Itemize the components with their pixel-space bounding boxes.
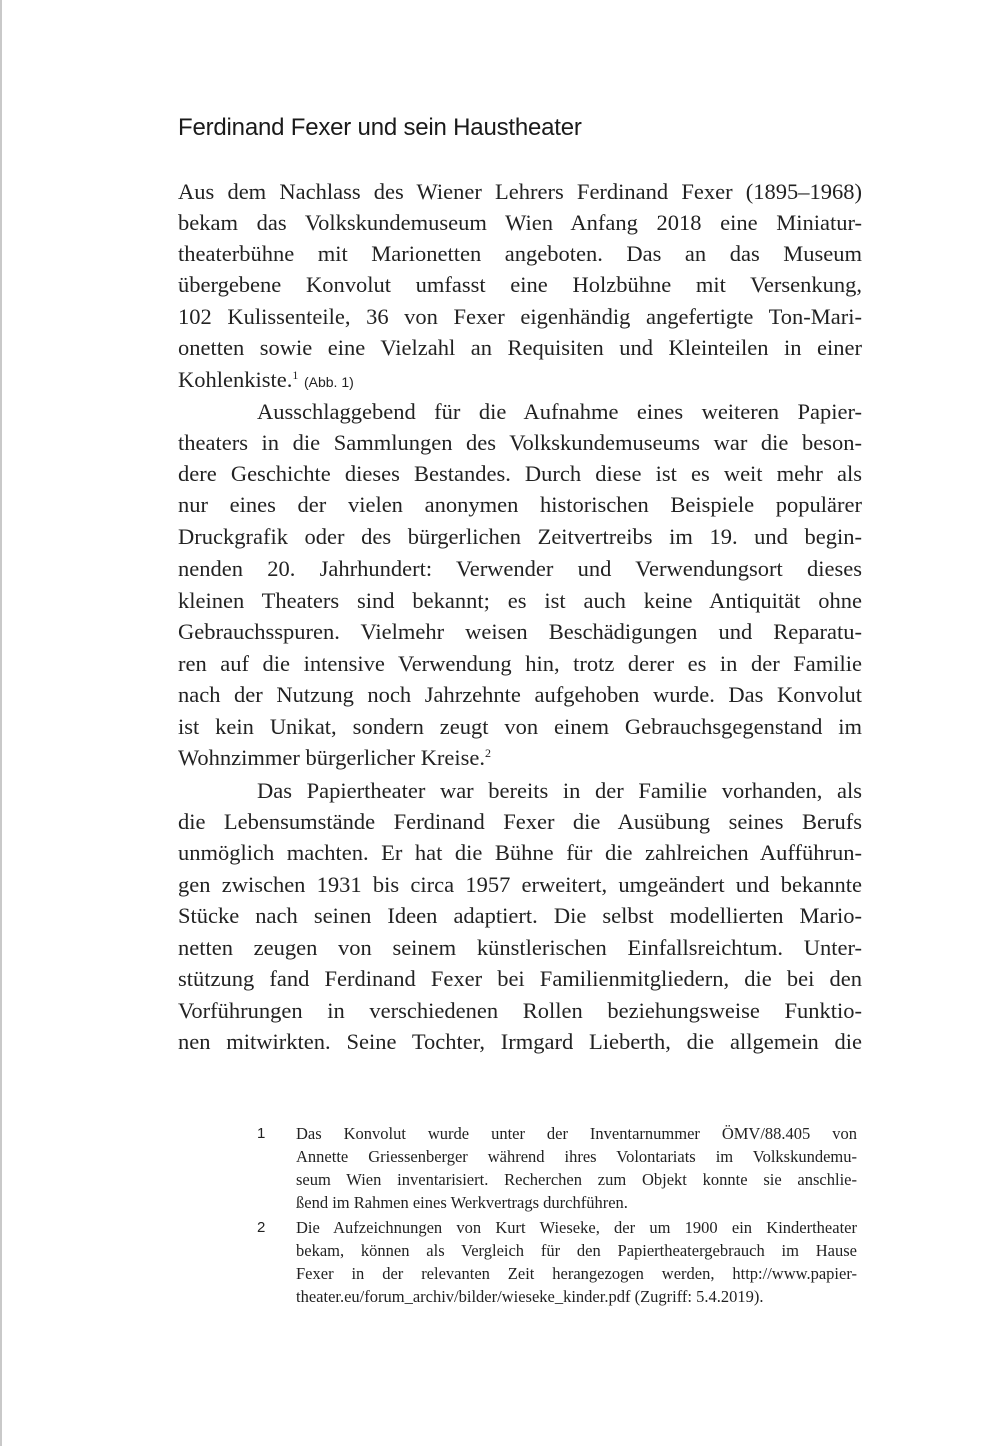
text-line: Das Papiertheater war bereits in der Familie vorhanden, als (257, 778, 862, 803)
text-line: unmöglich machten. Er hat die Bühne für die zahlreichen Aufführun- (178, 840, 862, 865)
text-line (178, 365, 862, 397)
section-heading: Ferdinand Fexer und sein Haustheater (178, 114, 582, 141)
footnote-line: bekam, können als Vergleich für den Papiertheatergebrauch im Hause (296, 1241, 857, 1260)
text-line: stützung fand Ferdinand Fexer bei Familienmitgliedern, die bei den (178, 966, 862, 991)
text-line: Stücke nach seinen Ideen adaptiert. Die selbst modellierten Mario- (178, 903, 862, 928)
text-line: Ausschlaggebend für die Aufnahme eines weiteren Papier- (257, 399, 862, 424)
footnote-ref-2[interactable]: 2 (485, 746, 492, 760)
footnote-line: Annette Griessenberger während ihres Volontariats im Volkskundemu- (296, 1147, 857, 1166)
text-line: nen mitwirkten. Seine Tochter, Irmgard Lieberth, die allgemein die (178, 1029, 862, 1054)
text-line: dere Geschichte dieses Bestandes. Durch diese ist es weit mehr als (178, 461, 862, 486)
text-line: übergebene Konvolut umfasst eine Holzbühne mit Versenkung, (178, 272, 862, 297)
text-line (178, 743, 862, 773)
text-line: Druckgrafik oder des bürgerlichen Zeitvertreibs im 19. und begin- (178, 524, 862, 549)
text-line: netten zeugen von seinem künstlerischen Einfallsreichtum. Unter- (178, 935, 862, 960)
footnote-line: theater.eu/forum_archiv/bilder/wieseke_kinder.pdf (Zugriff: 5.4.2019). (296, 1287, 764, 1306)
figure-reference[interactable]: (Abb. 1) (303, 374, 354, 390)
text-fragment: Wohnzimmer bürgerlicher Kreise. (178, 745, 486, 770)
footnote-line: Das Konvolut wurde unter der Inventarnummer ÖMV/88.405 von (296, 1124, 857, 1143)
text-line: ren auf die intensive Verwendung hin, trotz derer es in der Familie (178, 651, 862, 676)
footnote-line: Fexer in der relevanten Zeit herangezogen werden, http://www.papier- (296, 1264, 857, 1283)
text-line: Vorführungen in verschiedenen Rollen beziehungsweise Funktio- (178, 998, 862, 1023)
text-line: die Lebensumstände Ferdinand Fexer die Ausübung seines Berufs (178, 809, 862, 834)
text-line: bekam das Volkskundemuseum Wien Anfang 2018 eine Miniatur- (178, 210, 862, 235)
text-fragment: Kohlenkiste. (178, 367, 293, 392)
text-line: 102 Kulissenteile, 36 von Fexer eigenhändig angefertigte Ton-Mari- (178, 304, 862, 329)
footnote-number: 1 (257, 1125, 266, 1142)
text-line: gen zwischen 1931 bis circa 1957 erweitert, umgeändert und bekannte (178, 872, 862, 897)
text-line: theaters in die Sammlungen des Volkskundemuseums war die beson- (178, 430, 862, 455)
text-line: theaterbühne mit Marionetten angeboten. Das an das Museum (178, 241, 862, 266)
text-line: onetten sowie eine Vielzahl an Requisiten und Kleinteilen in einer (178, 335, 862, 360)
footnote-line: seum Wien inventarisiert. Recherchen zum Objekt konnte sie anschlie- (296, 1170, 857, 1189)
text-line: nach der Nutzung noch Jahrzehnte aufgehoben wurde. Das Konvolut (178, 682, 862, 707)
text-line: nenden 20. Jahrhundert: Verwender und Verwendungsort dieses (178, 556, 862, 581)
footnote-line: Die Aufzeichnungen von Kurt Wieseke, der um 1900 ein Kindertheater (296, 1218, 857, 1237)
text-line: ist kein Unikat, sondern zeugt von einem Gebrauchsgegenstand im (178, 714, 862, 739)
footnote-ref-1[interactable]: 1 (292, 368, 299, 382)
footnote-line: ßend im Rahmen eines Werkvertrags durchführen. (296, 1193, 628, 1212)
text-line: Gebrauchsspuren. Vielmehr weisen Beschädigungen und Reparatu- (178, 619, 862, 644)
text-line: kleinen Theaters sind bekannt; es ist auch keine Antiquität ohne (178, 588, 862, 613)
text-line: nur eines der vielen anonymen historischen Beispiele populärer (178, 492, 862, 517)
text-line: Aus dem Nachlass des Wiener Lehrers Ferdinand Fexer (1895–1968) (178, 179, 862, 204)
footnote-number: 2 (257, 1219, 266, 1236)
